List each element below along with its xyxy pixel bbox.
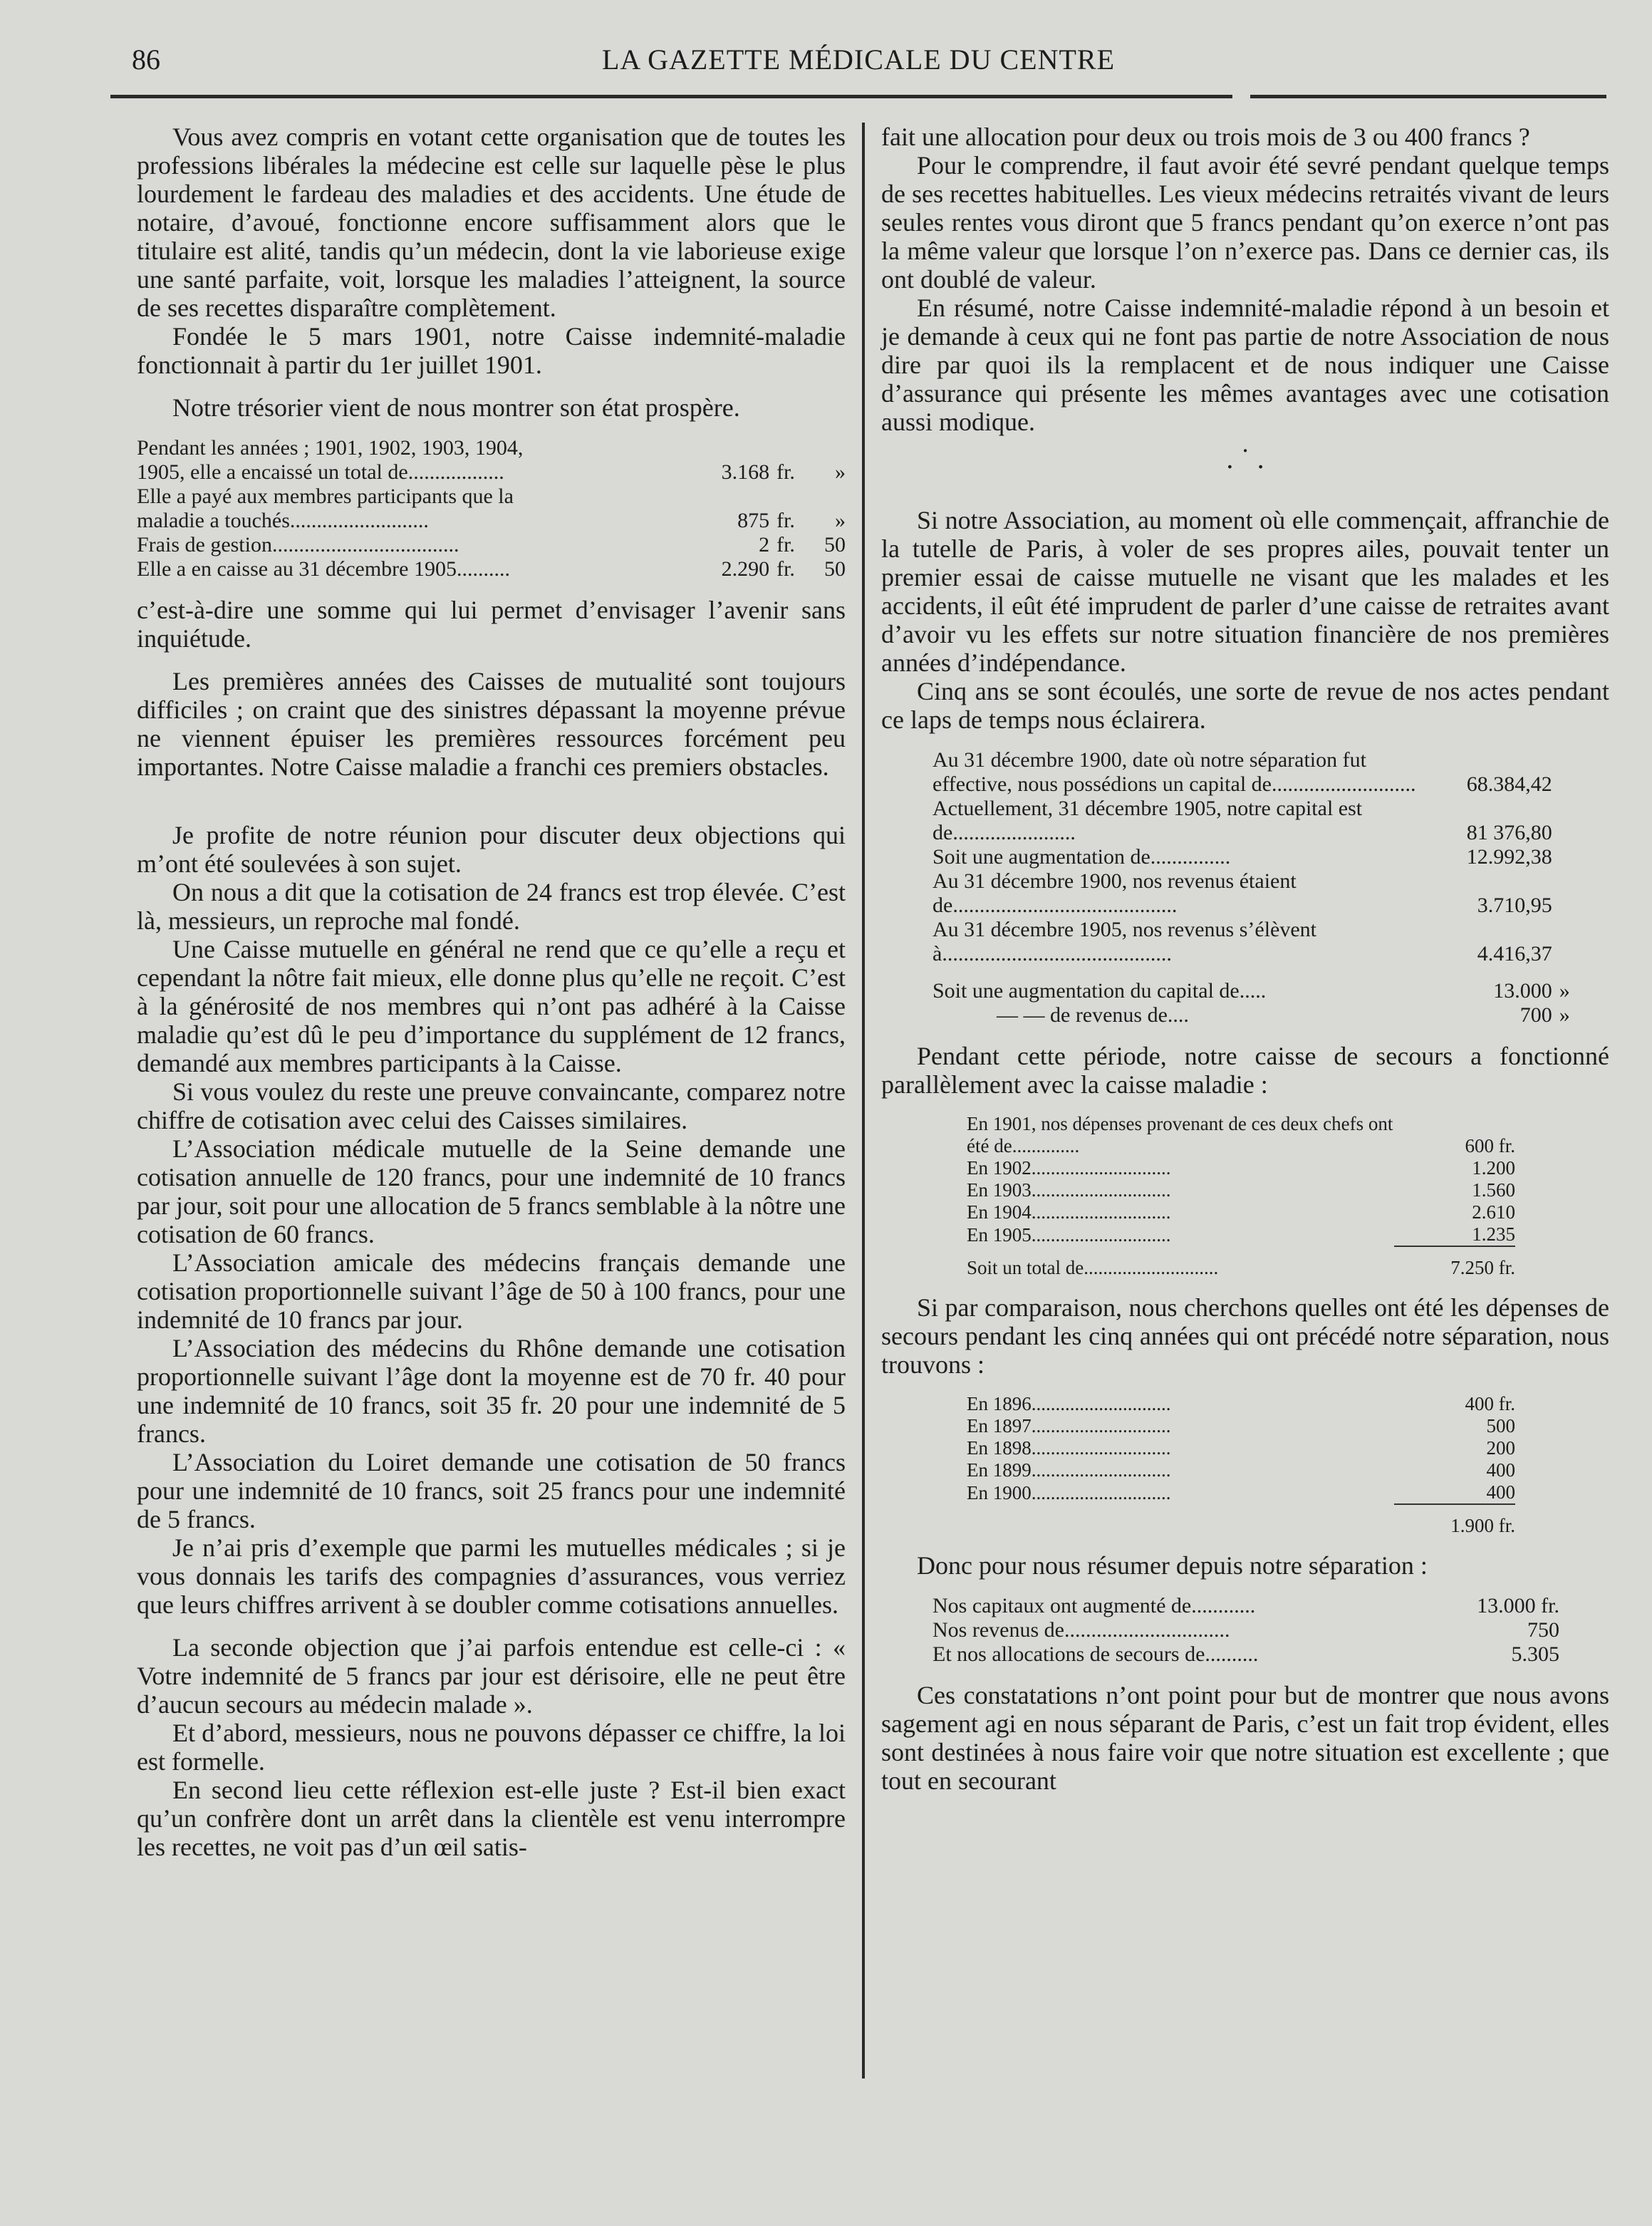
paragraph: Pour le comprendre, il faut avoir été sevré pendant quelque temps de ses recettes habituelles. Les vieux médecins retraités vivant de leurs seules rentes vous diront que 5 francs pendant qu’on exerce n’ont pas la même valeur que lorsque l’on n’exerce pas. Dans ce dernier cas, ils ont doublé de valeur. bbox=[881, 151, 1609, 294]
table-row: Pendant les années ; 1901, 1902, 1903, 1904, bbox=[137, 436, 524, 460]
table-row: En 1898............................. 200 bbox=[967, 1437, 1515, 1459]
left-column bbox=[137, 123, 846, 1861]
header-rule-left bbox=[110, 95, 1232, 98]
table-row: En 1904............................. 2.610 bbox=[967, 1201, 1515, 1223]
table-row: Au 31 décembre 1905, nos revenus s’élèvent à........................................... 4.416,37 bbox=[933, 918, 1552, 966]
paragraph: On nous a dit que la cotisation de 24 francs est trop élevée. C’est là, messieurs, un reproche mal fondé. bbox=[137, 878, 846, 935]
table-row: Et nos allocations de secours de.......... 5.305 bbox=[933, 1642, 1559, 1666]
table-row: Soit un total de............................ 7.250 fr. bbox=[967, 1257, 1515, 1278]
table-row: Elle a en caisse au 31 décembre 1905.......... 2.290 fr. 50 bbox=[137, 557, 846, 581]
paragraph: Et d’abord, messieurs, nous ne pouvons dépasser ce chiffre, la loi est formelle. bbox=[137, 1719, 846, 1776]
table-row: Soit une augmentation de............... 12.992,38 bbox=[933, 845, 1552, 869]
table-row: 1.900 fr. bbox=[1450, 1515, 1515, 1536]
paragraph: Notre trésorier vient de nous montrer son état prospère. bbox=[172, 393, 740, 422]
treasury-table bbox=[137, 436, 846, 581]
table-row: Soit une augmentation du capital de..... 13.000 » bbox=[933, 979, 1570, 1003]
paragraph: Ces constatations n’ont point pour but de montrer que nous avons sagement agi en nous séparant de Paris, c’est un fait trop évident, elles sont destinées à nous faire voir que notre situation est excellente ; que tout en secourant bbox=[881, 1681, 1609, 1795]
paragraph: Une Caisse mutuelle en général ne rend que ce qu’elle a reçu et cependant la nôtre fait mieux, elle donne plus qu’elle ne reçoit. C’est à la générosité de nos membres qui n’ont pas adhéré à la Caisse maladie qu’est dû le peu d’importance du supplément de 12 francs, demandé aux membres participants à la Caisse. bbox=[137, 935, 846, 1077]
paragraph: L’Association des médecins du Rhône demande une cotisation proportionnelle suivant l’âge dont la moyenne est de 70 fr. 40 pour une indemnité de 10 francs, soit 35 fr. 20 pour une indemnité de 5 francs. bbox=[137, 1334, 846, 1448]
paragraph: Je n’ai pris d’exemple que parmi les mutuelles médicales ; si je vous donnais les tarifs des compagnies d’assurances, vous verriez que leurs chiffres arrivent à se doubler comme cotisations annuelles. bbox=[137, 1533, 846, 1619]
table-row: Frais de gestion................................... 2 fr. 50 bbox=[137, 533, 846, 556]
table-row: Actuellement, 31 décembre 1905, notre capital est de....................... 81 376,80 bbox=[933, 797, 1552, 844]
paragraph: L’Association du Loiret demande une cotisation de 50 francs pour une indemnité de 10 francs, soit 25 francs pour une indemnité de 5 francs. bbox=[137, 1448, 846, 1533]
column-divider bbox=[862, 123, 865, 2079]
table-row: En 1899............................. 400 bbox=[967, 1459, 1515, 1481]
paragraph: fait une allocation pour deux ou trois mois de 3 ou 400 francs ? bbox=[881, 123, 1530, 151]
summary-table bbox=[933, 1594, 1559, 1667]
paragraph: Si par comparaison, nous cherchons quelles ont été les dépenses de secours pendant les cinq années qui ont précédé notre séparation, nous trouvons : bbox=[881, 1293, 1609, 1379]
paragraph: Si vous voulez du reste une preuve convaincante, comparez notre chiffre de cotisation avec celui des Caisses similaires. bbox=[137, 1077, 846, 1134]
table-row: Nos revenus de............................... 750 bbox=[933, 1618, 1559, 1642]
table-row: En 1900............................. 400 bbox=[967, 1481, 1515, 1503]
paragraph: Vous avez compris en votant cette organisation que de toutes les professions libérales la médecine est celle sur laquelle pèse le plus lourdement le fardeau des maladies et des accidents. Une étude de notaire, d’avoué, fonctionne encore suffisamment alors que le titulaire est alité, tandis qu’un médecin, dont la vie laborieuse exige une santé parfaite, voit, lorsque les maladies l’atteignent, la source de ses recettes disparaître complètement. bbox=[137, 123, 846, 322]
paragraph: c’est-à-dire une somme qui lui permet d’envisager l’avenir sans inquiétude. bbox=[137, 596, 846, 653]
table-row: En 1896............................. 400 fr. bbox=[967, 1393, 1515, 1414]
journal-title: LA GAZETTE MÉDICALE DU CENTRE bbox=[601, 43, 1115, 76]
paragraph: Si notre Association, au moment où elle commençait, affranchie de la tutelle de Paris, à voler de ses propres ailes, pouvait tenter un premier essai de caisse mutuelle ne visant que les malades et les accidents, il eût été imprudent de parler d’une caisse de retraites avant d’avoir vu les effets sur notre situation financière de nos premières années d’indépendance. bbox=[881, 506, 1609, 677]
page-number: 86 bbox=[132, 43, 160, 76]
relief-table bbox=[967, 1113, 1515, 1279]
table-row: 1905, elle a encaissé un total de.................. 3.168 fr. » bbox=[137, 460, 846, 484]
table-row: En 1903............................. 1.560 bbox=[967, 1179, 1515, 1201]
page-header bbox=[110, 41, 1606, 84]
header-rule-right bbox=[1250, 95, 1606, 98]
table-row: Au 31 décembre 1900, date où notre séparation fut effective, nous possédions un capital de........................... 68.384,42 bbox=[933, 748, 1552, 796]
table-row: En 1901, nos dépenses provenant de ces deux chefs ont été de.............. 600 fr. bbox=[967, 1113, 1515, 1156]
paragraph: Je profite de notre réunion pour discuter deux objections qui m’ont été soulevées à son sujet. bbox=[137, 821, 846, 878]
paragraph: Les premières années des Caisses de mutualité sont toujours difficiles ; on craint que des sinistres dépassant la moyenne prévue ne viennent épuiser les premières ressources forcément peu importantes. Notre Caisse maladie a franchi ces premiers obstacles. bbox=[137, 667, 846, 781]
paragraph: La seconde objection que j’ai parfois entendue est celle-ci : « Votre indemnité de 5 francs par jour est dérisoire, elle ne peut être d’aucun secours au médecin malade ». bbox=[137, 1633, 846, 1719]
paragraph: Donc pour nous résumer depuis notre séparation : bbox=[917, 1551, 1428, 1580]
table-row: En 1905............................. 1.235 bbox=[967, 1223, 1515, 1246]
paragraph: Cinq ans se sont écoulés, une sorte de revue de nos actes pendant ce laps de temps nous éclairera. bbox=[881, 677, 1609, 734]
table-row: Nos capitaux ont augmenté de............ 13.000 fr. bbox=[933, 1594, 1559, 1617]
table-row: Elle a payé aux membres participants que la bbox=[137, 485, 514, 508]
prior-relief-table bbox=[967, 1393, 1515, 1537]
paragraph: L’Association médicale mutuelle de la Seine demande une cotisation annuelle de 120 francs, pour une indemnité de 10 francs par jour, soit pour une allocation de 5 francs semblable à la nôtre une cotisation de 60 francs. bbox=[137, 1134, 846, 1248]
paragraph: Pendant cette période, notre caisse de secours a fonctionné parallèlement avec la caisse maladie : bbox=[881, 1042, 1609, 1099]
paragraph: Fondée le 5 mars 1901, notre Caisse indemnité-maladie fonctionnait à partir du 1er juillet 1901. bbox=[137, 322, 846, 379]
right-column bbox=[881, 123, 1609, 1795]
table-row: — — de revenus de.... 700 » bbox=[997, 1003, 1570, 1027]
paragraph: En second lieu cette réflexion est-elle juste ? Est-il bien exact qu’un confrère dont un arrêt dans la clientèle est venu interrompre les recettes, ne voit pas d’un œil satis- bbox=[137, 1776, 846, 1861]
table-row: En 1902............................. 1.200 bbox=[967, 1157, 1515, 1179]
capital-table bbox=[933, 748, 1574, 1027]
table-row: maladie a touchés.......................... 875 fr. » bbox=[137, 509, 846, 532]
section-separator: . ˙ . bbox=[1226, 442, 1264, 475]
table-row: En 1897............................. 500 bbox=[967, 1415, 1515, 1436]
table-row: Au 31 décembre 1900, nos revenus étaient de.......................................... 3.710,95 bbox=[933, 869, 1552, 917]
paragraph: En résumé, notre Caisse indemnité-maladie répond à un besoin et je demande à ceux qui ne font pas partie de notre Association de nous dire par quoi ils la remplacent et de nous indiquer une Caisse d’assurance qui présente les mêmes avantages avec une cotisation aussi modique. bbox=[881, 294, 1609, 436]
paragraph: L’Association amicale des médecins français demande une cotisation proportionnelle suivant l’âge de 50 à 100 francs, pour une indemnité de 10 francs par jour. bbox=[137, 1248, 846, 1334]
